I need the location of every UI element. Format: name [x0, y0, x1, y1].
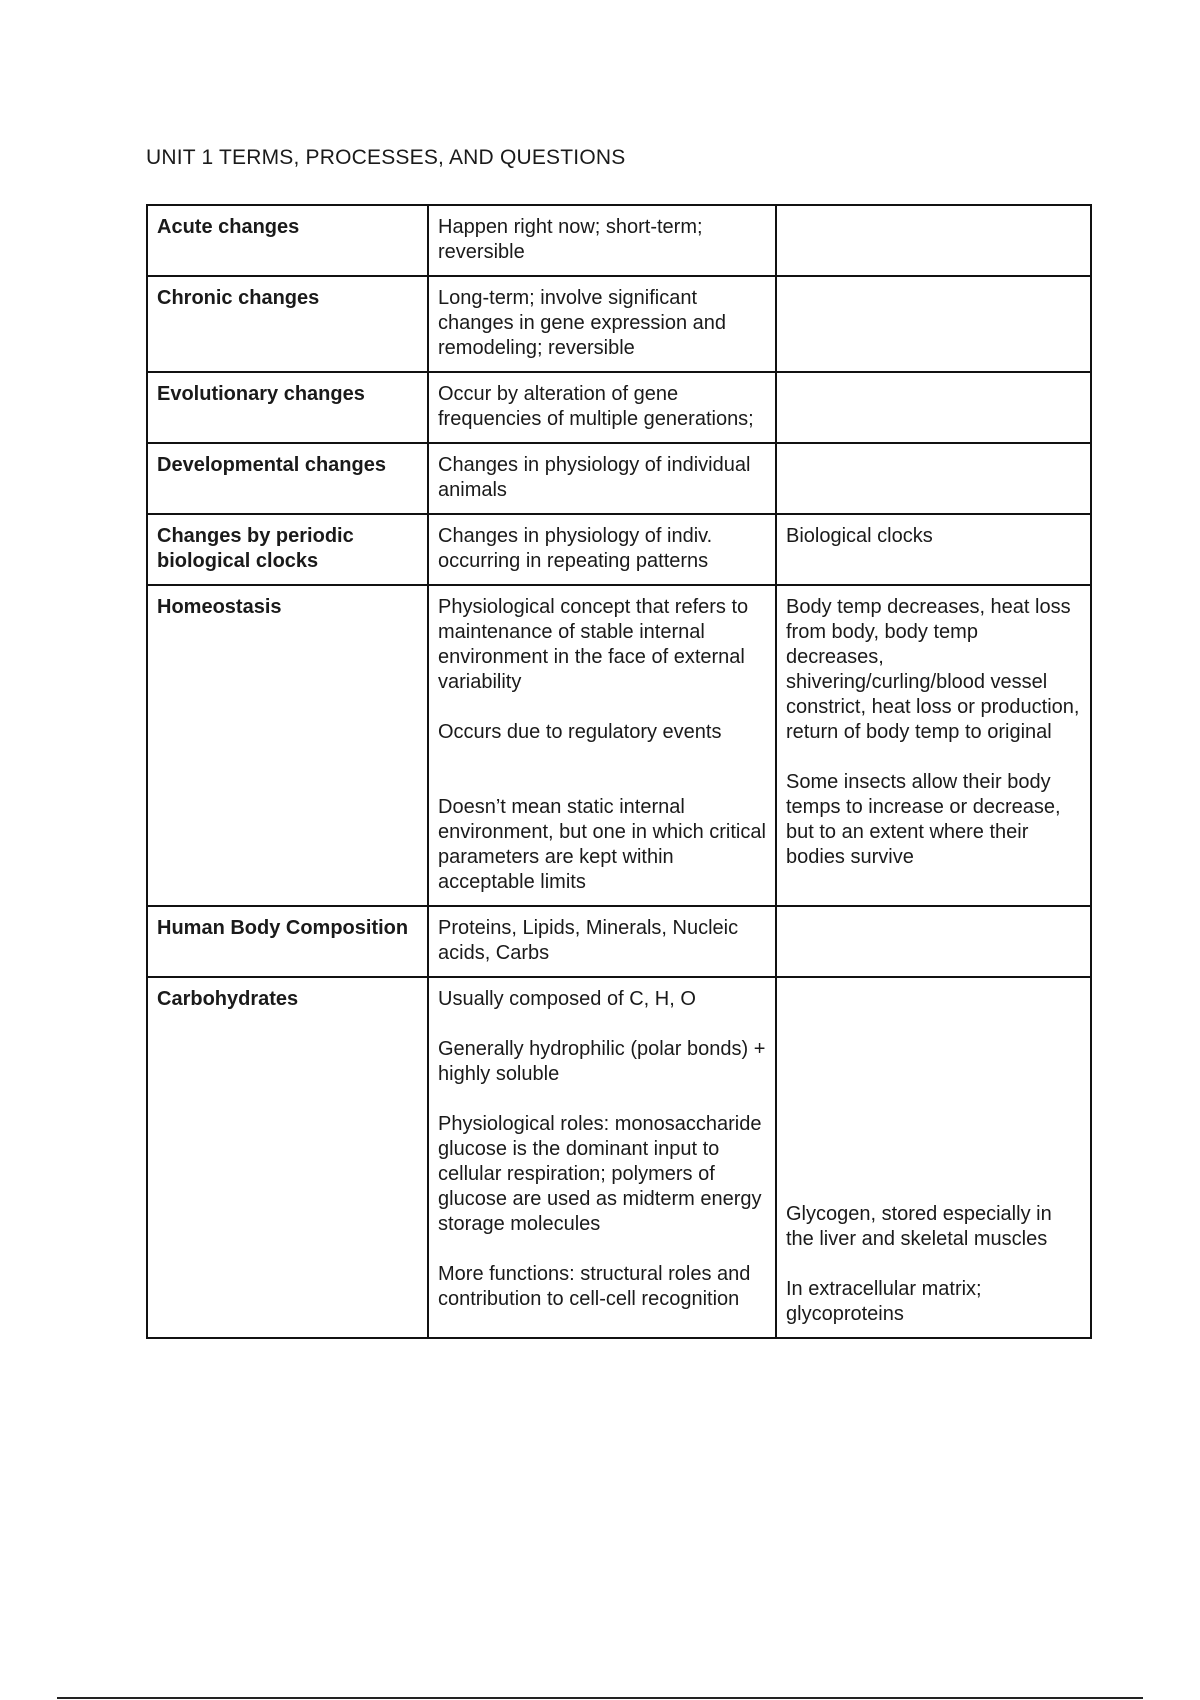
definition-cell: [428, 977, 776, 1338]
definition-cell: [428, 276, 776, 372]
term-label: Carbohydrates: [157, 988, 299, 1010]
term-label: Developmental changes: [157, 454, 386, 476]
note-text: Some insects allow their body temps to increase or decrease, but to an extent where their bodies survive: [786, 771, 1061, 868]
definition-text: Doesn’t mean static internal environment, but one in which critical parameters are kept within acceptable limits: [438, 796, 766, 893]
note-text: Biological clocks: [786, 525, 933, 547]
definition-text: Changes in physiology of indiv. occurring in repeating patterns: [438, 525, 713, 572]
term-cell: [147, 906, 428, 977]
table-row: [147, 276, 1091, 372]
definition-text: Physiological roles: monosaccharide glucose is the dominant input to cellular respiration; polymers of glucose are used as midterm energy storage molecules: [438, 1113, 762, 1235]
definition-text: Happen right now; short-term; reversible: [438, 216, 703, 263]
definition-cell: [428, 443, 776, 514]
definition-text: Generally hydrophilic (polar bonds) + highly soluble: [438, 1038, 766, 1085]
notes-cell: [776, 443, 1091, 514]
table-row: [147, 205, 1091, 276]
definition-text: Occurs due to regulatory events: [438, 721, 722, 743]
notes-cell: [776, 205, 1091, 276]
table-row: [147, 372, 1091, 443]
definition-text: Physiological concept that refers to maintenance of stable internal environment in the face of external variability: [438, 596, 749, 693]
notes-cell: [776, 514, 1091, 585]
table-row: [147, 585, 1091, 906]
notes-cell: [776, 906, 1091, 977]
notes-cell: [776, 372, 1091, 443]
term-label: Human Body Composition: [157, 917, 409, 939]
term-label: Evolutionary changes: [157, 383, 365, 405]
definition-text: Changes in physiology of individual animals: [438, 454, 751, 501]
page-title: UNIT 1 TERMS, PROCESSES, AND QUESTIONS: [146, 146, 626, 169]
definition-text: Proteins, Lipids, Minerals, Nucleic acids, Carbs: [438, 917, 739, 964]
term-cell: [147, 372, 428, 443]
term-cell: [147, 276, 428, 372]
notes-spacer: [786, 987, 1081, 1202]
definition-text: Occur by alteration of gene frequencies of multiple generations;: [438, 383, 754, 430]
term-label: Changes by periodic biological clocks: [157, 525, 354, 572]
table-row: [147, 514, 1091, 585]
term-cell: [147, 205, 428, 276]
term-cell: [147, 977, 428, 1338]
term-cell: [147, 514, 428, 585]
table-row: [147, 443, 1091, 514]
notes-cell: [776, 276, 1091, 372]
note-text: Glycogen, stored especially in the liver and skeletal muscles: [786, 1203, 1052, 1250]
definition-cell: [428, 514, 776, 585]
term-cell: [147, 443, 428, 514]
term-cell: [147, 585, 428, 906]
term-label: Acute changes: [157, 216, 300, 238]
note-text: In extracellular matrix; glycoproteins: [786, 1278, 982, 1325]
definition-text: Usually composed of C, H, O: [438, 988, 696, 1010]
definition-text: More functions: structural roles and contribution to cell-cell recognition: [438, 1263, 751, 1310]
notes-cell: [776, 585, 1091, 906]
definition-cell: [428, 906, 776, 977]
table-row: [147, 977, 1091, 1338]
definition-cell: [428, 205, 776, 276]
definition-cell: [428, 585, 776, 906]
table-row: [147, 906, 1091, 977]
note-text: Body temp decreases, heat loss from body, body temp decreases, shivering/curling/blood vessel constrict, heat loss or production, return of body temp to original: [786, 596, 1080, 743]
definition-text: Long-term; involve significant changes in gene expression and remodeling; reversible: [438, 287, 726, 359]
definition-cell: [428, 372, 776, 443]
term-label: Chronic changes: [157, 287, 320, 309]
terms-table: [146, 204, 1092, 1339]
page-bottom-divider: [57, 1697, 1143, 1699]
notes-cell: [776, 977, 1091, 1338]
term-label: Homeostasis: [157, 596, 282, 618]
